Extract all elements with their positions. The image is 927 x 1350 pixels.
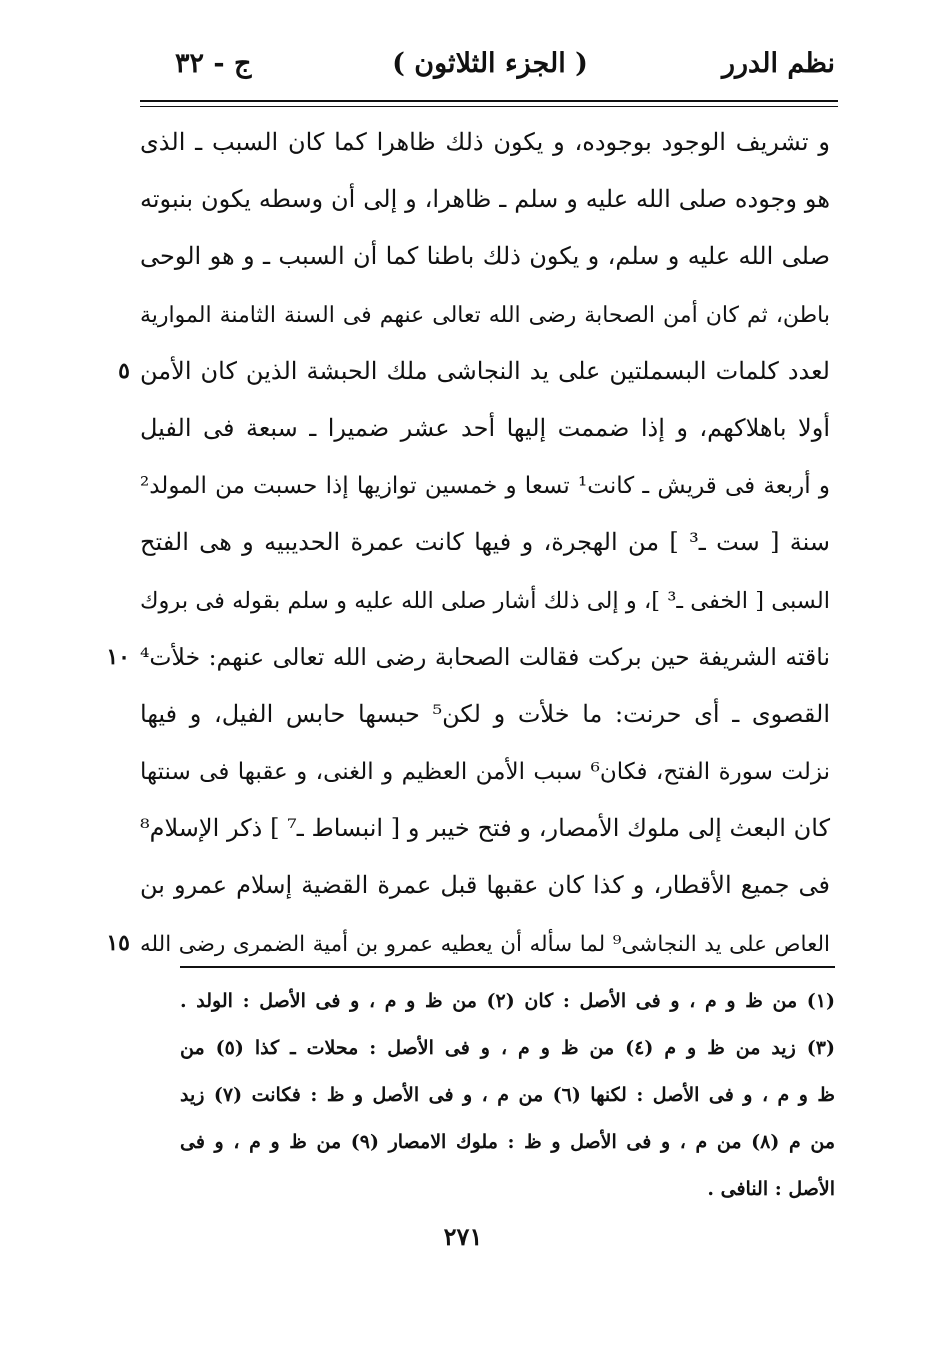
text-line: و أربعة فى قريش ـ كانت¹ تسعا و خمسين توازيها إذا حسبت من المولد² bbox=[140, 473, 830, 500]
footnotes bbox=[180, 978, 835, 1213]
header-book-title: نظم الدرر bbox=[721, 48, 835, 79]
header-volume-number: ج - ٣٢ bbox=[175, 48, 252, 79]
footnote-line: من م (٨) من م ، و فى الأصل و ظ : ملوك الامصار (٩) من ظ و م ، و فى bbox=[180, 1131, 836, 1153]
text-line: ناقته الشريفة حين بركت فقالت الصحابة رضى الله تعالى عنهم: خلأت⁴ ١٠ bbox=[140, 629, 830, 686]
text-line: كان البعث إلى ملوك الأمصار، و فتح خيبر و [ انبساط ـ⁷ ] ذكر الإسلام⁸ bbox=[140, 814, 831, 843]
page-number: ٢٧١ bbox=[443, 1222, 483, 1251]
text-line: لعدد كلمات البسملتين على يد النجاشى ملك الحبشة الذين كان الأمن ٥ bbox=[140, 343, 830, 400]
footnote-line: (١) من ظ و م ، و فى الأصل : كان (٢) من ظ و م ، و فى الأصل : الولد . bbox=[180, 990, 836, 1012]
text-line: و تشريف الوجود بوجوده، و يكون ذلك ظاهرا كما كان السبب ـ الذى bbox=[140, 128, 830, 156]
running-header bbox=[145, 40, 835, 92]
text-line: هو وجوده صلى الله عليه و سلم ـ ظاهرا، و إلى أن وسطه يكون بنبوته bbox=[140, 185, 830, 214]
line-number: ١٥ bbox=[106, 929, 130, 956]
footnote-divider bbox=[180, 966, 835, 968]
header-divider bbox=[140, 100, 838, 107]
text-line: العاص على يد النجاشى⁹ لما سأله أن يعطيه عمرو بن أمية الضمرى رضى الله ١٥ bbox=[140, 915, 830, 972]
text-line: أولا باهلاكهم، و إذا ضممت إليها أحد عشر ضميرا ـ سبعة فى الفيل bbox=[140, 413, 830, 442]
header-part-title: ( الجزء الثلاثون ) bbox=[392, 48, 588, 79]
text-line: فى جميع الأقطار، و كذا كان عقبها قبل عمرة القضية إسلام عمرو بن bbox=[140, 871, 830, 900]
footnote-line: (٣) زيد من ظ و م (٤) من ظ و م ، و فى الأصل : محلات ـ كذا (٥) من bbox=[180, 1037, 836, 1059]
line-number: ١٠ bbox=[106, 643, 130, 670]
text-line: سنة [ ست ـ³ ] من الهجرة، و فيها كانت عمرة الحديبيه و هى الفتح bbox=[140, 528, 830, 557]
footnote-line: الأصل : النافى . bbox=[707, 1178, 835, 1200]
text-line: القصوى ـ أى حرنت: ما خلأت و لكن⁵ حبسها حابس الفيل، و فيها bbox=[140, 699, 830, 728]
text-line: باطن، ثم كان أمن الصحابة رضى الله تعالى عنهم فى السنة الثامنة الموارية bbox=[140, 302, 830, 328]
main-text bbox=[106, 114, 831, 972]
line-number: ٥ bbox=[118, 357, 130, 384]
text-line: نزلت سورة الفتح، فكان⁶ سبب الأمن العظيم و الغنى، و عقبها فى سنتها bbox=[140, 759, 830, 786]
text-line: السبى [ الخفى ـ³ ]، و إلى ذلك أشار صلى الله عليه و سلم بقوله فى بروك bbox=[140, 587, 830, 614]
footnote-line: ظ و م ، و فى الأصل : لكنها (٦) من م ، و فى الأصل و ظ : فكانت (٧) زيد bbox=[180, 1084, 835, 1106]
text-line: صلى الله عليه و سلم، و يكون ذلك باطنا كما أن السبب ـ و هو الوحى bbox=[140, 242, 830, 271]
